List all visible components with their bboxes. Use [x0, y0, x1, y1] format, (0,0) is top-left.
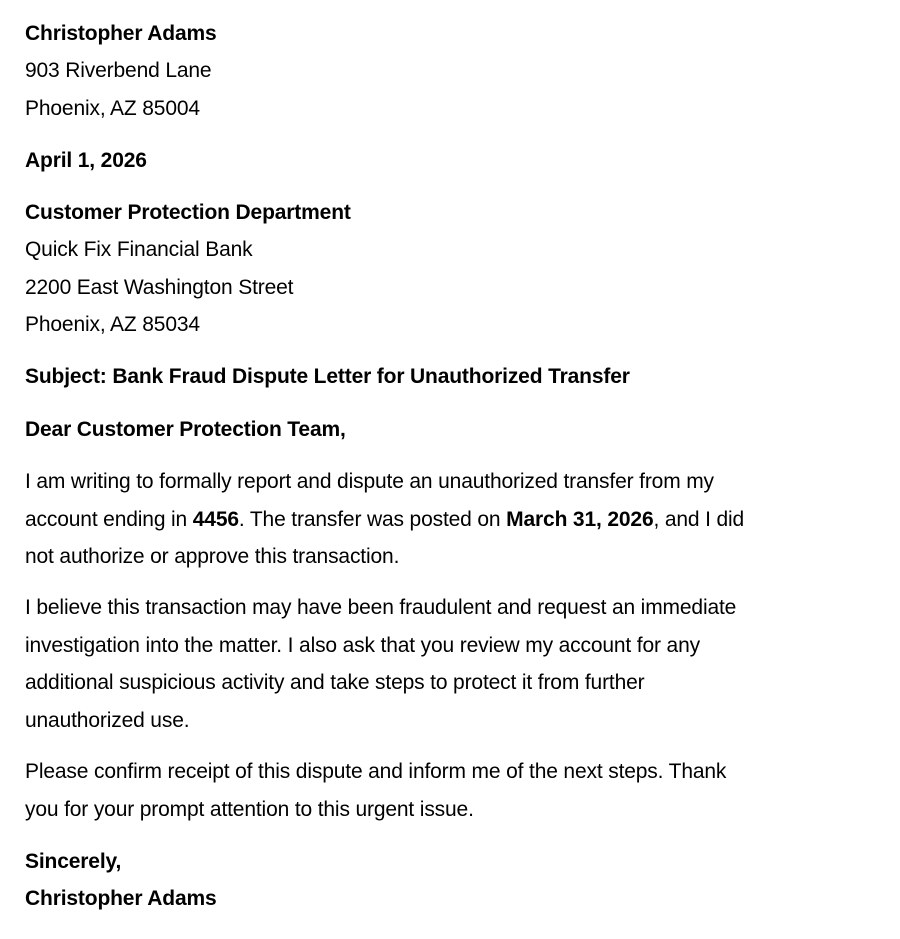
recipient-department: Customer Protection Department: [25, 201, 351, 224]
sender-city-state-zip: Phoenix, AZ 85004: [25, 97, 200, 120]
closing: Sincerely,: [25, 850, 122, 873]
p1-line-3: not authorize or approve this transaction.: [25, 545, 400, 568]
sender-name: Christopher Adams: [25, 22, 217, 45]
recipient-city-state-zip: Phoenix, AZ 85034: [25, 313, 200, 336]
p1-line-2: [25, 501, 875, 539]
p1-text: account ending in: [25, 507, 193, 531]
p1-text: , and I did: [653, 507, 745, 531]
p3-line-1: Please confirm receipt of this dispute and inform me of the next steps. Thank: [25, 760, 727, 783]
posted-date: March 31, 2026: [506, 507, 654, 531]
account-last4: 4456: [192, 507, 239, 531]
body-paragraph-1: [25, 463, 875, 576]
salutation: Dear Customer Protection Team,: [25, 418, 346, 441]
recipient-street: 2200 East Washington Street: [25, 276, 294, 299]
p3-line-2: you for your prompt attention to this urgent issue.: [25, 797, 474, 821]
recipient-bank: Quick Fix Financial Bank: [25, 238, 253, 261]
p2-line-2: investigation into the matter. I also ask that you review my account for any: [25, 633, 700, 657]
letter-date: April 1, 2026: [25, 149, 147, 172]
p1-line-1: I am writing to formally report and dispute an unauthorized transfer from my: [25, 470, 714, 493]
signature-name: Christopher Adams: [25, 887, 217, 910]
body-paragraph-3: [25, 753, 875, 828]
p2-line-4: unauthorized use.: [25, 708, 190, 732]
sender-street: 903 Riverbend Lane: [25, 59, 212, 82]
p2-line-3: additional suspicious activity and take steps to protect it from further: [25, 671, 645, 694]
p2-line-1: I believe this transaction may have been fraudulent and request an immediate: [25, 596, 737, 619]
subject-line: Subject: Bank Fraud Dispute Letter for Unauthorized Transfer: [25, 365, 630, 388]
body-paragraph-2: [25, 589, 875, 739]
p1-text: . The transfer was posted on: [238, 507, 507, 531]
